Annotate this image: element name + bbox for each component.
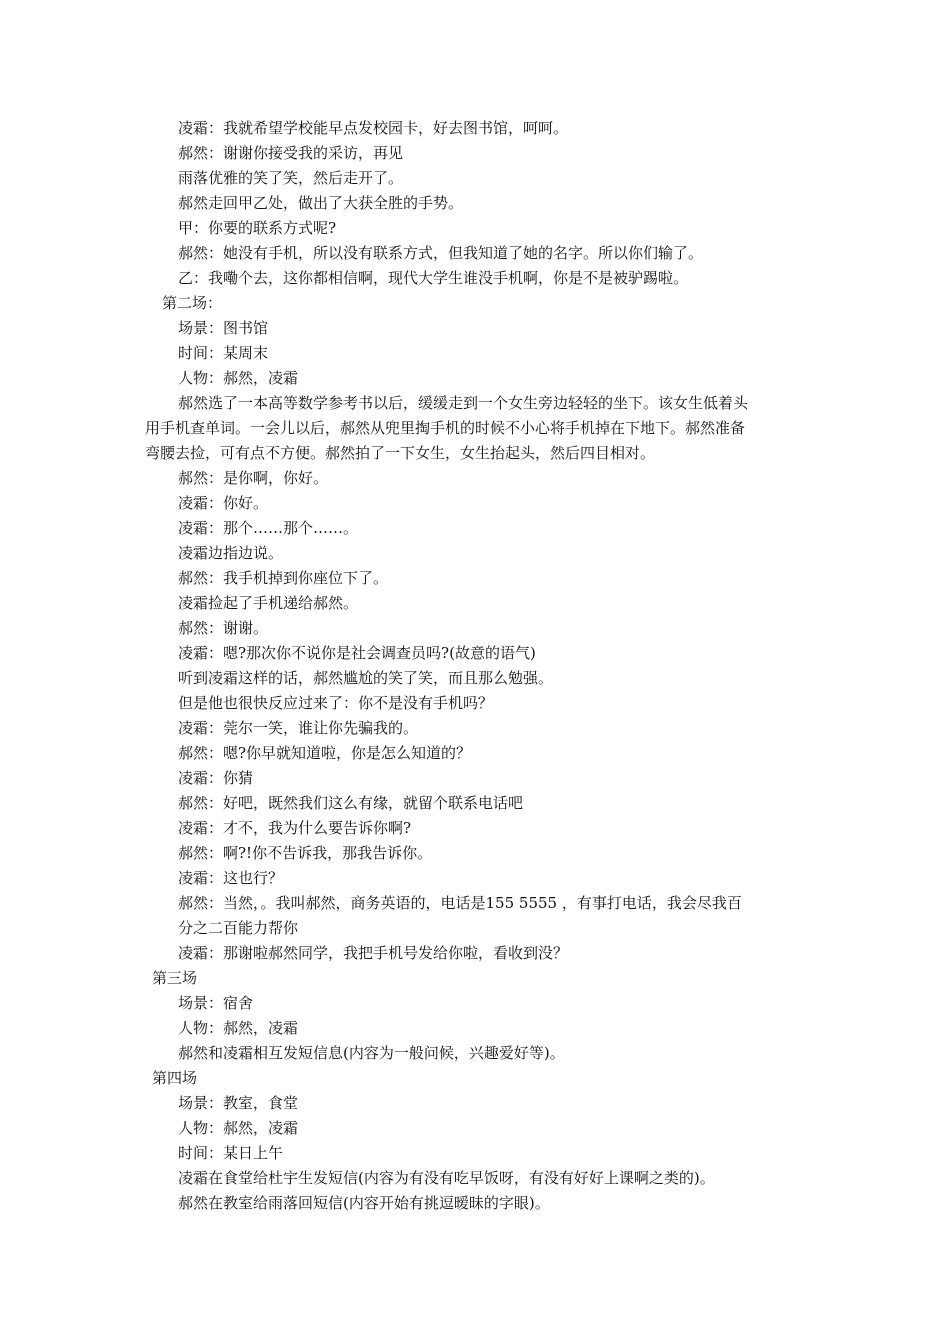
- text-line: 凌霜：那谢啦郝然同学，我把手机号发给你啦，看收到没？: [178, 944, 569, 962]
- text-line: 凌霜捡起了手机递给郝然。: [178, 594, 359, 612]
- text-line: 时间：某周末: [178, 344, 269, 362]
- scene-heading: 第四场: [152, 1069, 198, 1087]
- text-line: 凌霜：那个……那个……。: [178, 519, 359, 537]
- text-line: 凌霜：你猜: [178, 769, 254, 787]
- text-line: 郝然和凌霜相互发短信息(内容为一般问候，兴趣爱好等)。: [178, 1044, 565, 1062]
- text-line: 人物：郝然，凌霜: [178, 1119, 299, 1137]
- text-line: 凌霜：你好。: [178, 494, 269, 512]
- scene-heading: 第三场: [152, 969, 198, 987]
- text-line: 乙：我嘞个去，这你都相信啊，现代大学生谁没手机啊，你是不是被驴踢啦。: [178, 269, 689, 287]
- text-line: 郝然：是你啊，你好。: [178, 469, 329, 487]
- text-line: 凌霜：我就希望学校能早点发校园卡，好去图书馆，呵呵。: [178, 119, 569, 137]
- text-line: 郝然：我手机掉到你座位下了。: [178, 569, 389, 587]
- text-line: 凌霜：这也行？: [178, 869, 284, 887]
- scene-heading: 第二场：: [162, 294, 223, 312]
- text-line: 人物：郝然，凌霜: [178, 369, 299, 387]
- text-line: 郝然选了一本高等数学参考书以后，缓缓走到一个女生旁边轻轻的坐下。该女生低着头: [178, 394, 749, 412]
- text-line: 场景：图书馆: [178, 319, 269, 337]
- text-line: 场景：宿舍: [178, 994, 254, 1012]
- text-line: 郝然：她没有手机，所以没有联系方式，但我知道了她的名字。所以你们输了。: [178, 244, 704, 262]
- text-line: 听到凌霜这样的话，郝然尴尬的笑了笑，而且那么勉强。: [178, 669, 554, 687]
- text-line: 郝然：嗯?你早就知道啦，你是怎么知道的？: [178, 744, 472, 762]
- text-line: 凌霜：莞尔一笑，谁让你先骗我的。: [178, 719, 419, 737]
- text-line: 郝然：好吧，既然我们这么有缘，就留个联系电话吧: [178, 794, 524, 812]
- text-line: 凌霜：嗯?那次你不说你是社会调查员吗?(故意的语气): [178, 644, 536, 662]
- text-line: 凌霜边指边说。: [178, 544, 284, 562]
- text-line: 用手机查单词。一会儿以后，郝然从兜里掏手机的时候不小心将手机掉在下地下。郝然准备: [145, 419, 746, 437]
- text-line: 凌霜在食堂给杜宇生发短信(内容为有没有吃早饭呀，有没有好好上课啊之类的)。: [178, 1169, 715, 1187]
- text-line: 郝然走回甲乙处，做出了大获全胜的手势。: [178, 194, 464, 212]
- text-line: 凌霜：才不，我为什么要告诉你啊?: [178, 819, 412, 837]
- text-line: 分之二百能力帮你: [178, 919, 299, 937]
- text-line: 郝然：当然，。我叫郝然，商务英语的，电话是155 5555 ，有事打电话，我会尽我百: [178, 894, 742, 912]
- text-line: 郝然：啊?!你不告诉我，那我告诉你。: [178, 844, 433, 862]
- text-line: 场景：教室，食堂: [178, 1094, 299, 1112]
- text-line: 人物：郝然，凌霜: [178, 1019, 299, 1037]
- text-line: 郝然在教室给雨落回短信(内容开始有挑逗暧昧的字眼)。: [178, 1194, 550, 1212]
- text-line: 郝然：谢谢你接受我的采访，再见: [178, 144, 404, 162]
- text-line: 弯腰去捡，可有点不方便。郝然拍了一下女生，女生抬起头，然后四目相对。: [145, 444, 656, 462]
- text-line: 雨落优雅的笑了笑，然后走开了。: [178, 169, 404, 187]
- text-line: 时间：某日上午: [178, 1144, 284, 1162]
- text-line: 甲：你要的联系方式呢?: [178, 219, 337, 237]
- text-line: 郝然：谢谢。: [178, 619, 269, 637]
- text-line: 但是他也很快反应过来了：你不是没有手机吗？: [178, 694, 494, 712]
